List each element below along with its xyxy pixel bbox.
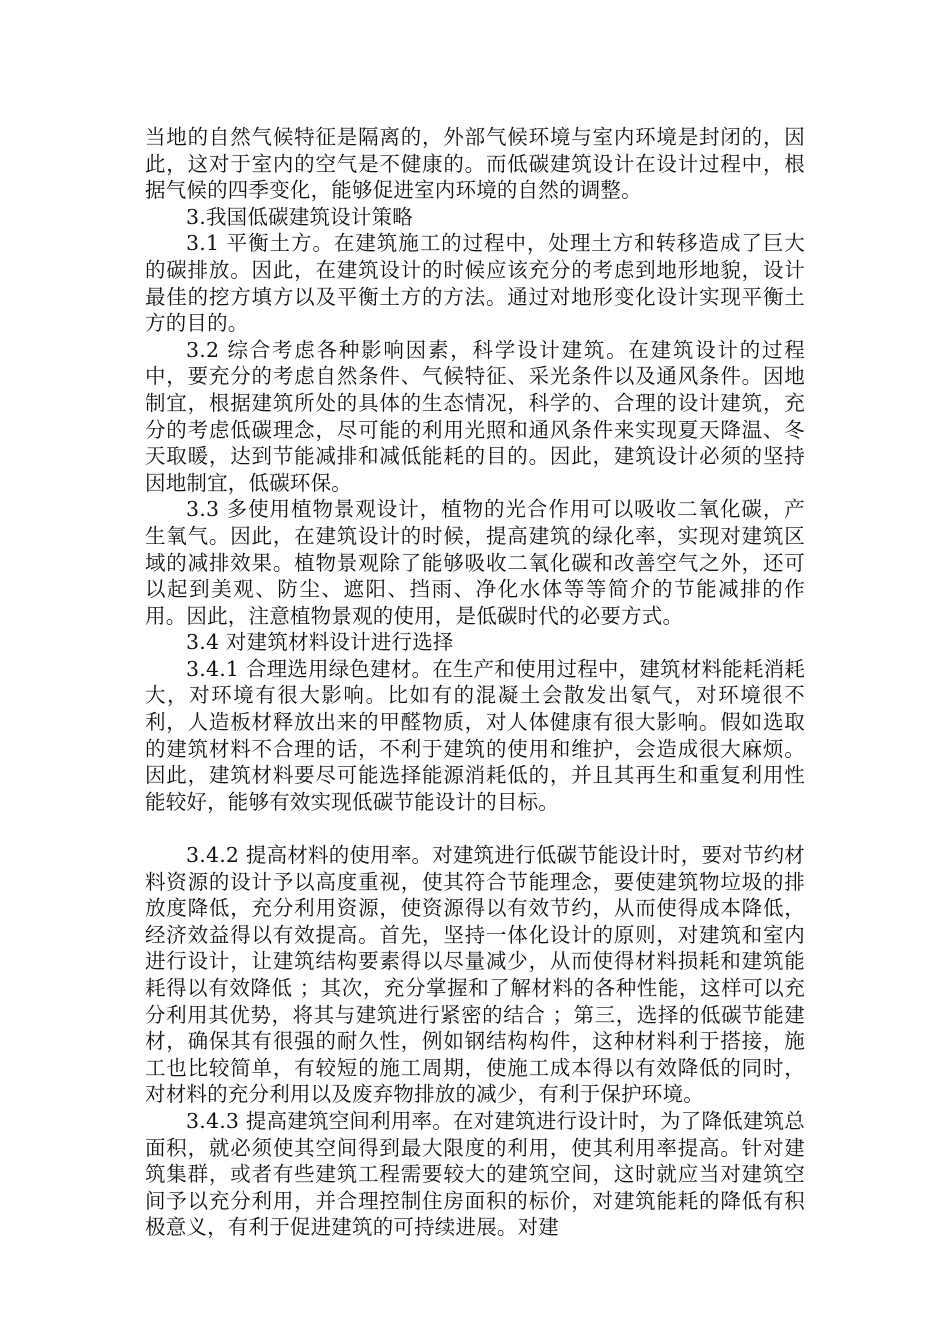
paragraph-gap [145, 815, 805, 842]
body-paragraph-3-4-3: 3.4.3 提高建筑空间利用率。在对建筑进行设计时，为了降低建筑总面积，就必须使其空间得到最大限度的利用，使其利用率提高。针对建筑集群，或者有些建筑工程需要较大的建筑空间，这时就应当对建筑空间予以充分利用，并合理控制住房面积的标价，对建筑能耗的降低有积极意义，有利于促进建筑的可持续进展。对建 [145, 1108, 805, 1240]
body-paragraph-3-1: 3.1 平衡土方。在建筑施工的过程中，处理土方和转移造成了巨大的碳排放。因此，在建筑设计的时候应该充分的考虑到地形地貌，设计最佳的挖方填方以及平衡土方的方法。通过对地形变化设计实现平衡土方的目的。 [145, 231, 805, 336]
section-heading-3-4: 3.4 对建筑材料设计进行选择 [186, 630, 454, 655]
body-paragraph-3-3: 3.3 多使用植物景观设计，植物的光合作用可以吸收二氧化碳，产生氧气。因此，在建筑设计的时候，提高建筑的绿化率，实现对建筑区域的减排效果。植物景观除了能够吸收二氧化碳和改善空气之外，还可以起到美观、防尘、遮阳、挡雨、净化水体等等简介的节能减排的作用。因此，注意植物景观的使用，是低碳时代的必要方式。 [145, 497, 805, 628]
body-paragraph-3-4-2: 3.4.2 提高材料的使用率。对建筑进行低碳节能设计时，要对节约材料资源的设计予以高度重视，使其符合节能理念，要使建筑物垃圾的排放度降低，充分利用资源，使资源得以有效节约，从而使得成本降低，经济效益得以有效提高。首先，坚持一体化设计的原则，对建筑和室内进行设计，让建筑结构要素得以尽量减少，从而使得材料损耗和建筑能耗得以有效降低 ；其次，充分掌握和了解材料的各种性能，这样可以充分利用其优势，将其与建筑进行紧密的结合 ；第三，选择的低碳节能建材，确保其有很强的耐久性，例如钢结构构件，这种材料利于搭接，施工也比较简单，有较短的施工周期，使施工成本得以有效降低的同时，对材料的充分利用以及废弃物排放的减少，有利于保护环境。 [145, 843, 805, 1107]
body-paragraph-climate: 当地的自然气候特征是隔离的，外部气候环境与室内环境是封闭的，因此，这对于室内的空气是不健康的。而低碳建筑设计在设计过程中，根据气候的四季变化，能够促进室内环境的自然的调整。 [145, 125, 805, 203]
document-page [145, 124, 805, 1241]
body-paragraph-3-2: 3.2 综合考虑各种影响因素，科学设计建筑。在建筑设计的过程中，要充分的考虑自然条件、气候特征、采光条件以及通风条件。因地制宜，根据建筑所处的具体的生态情况，科学的、合理的设计建筑，充分的考虑低碳理念，尽可能的利用光照和通风条件来实现夏天降温、冬天取暖，达到节能减排和减低能耗的目的。因此，建筑设计必须的坚持因地制宜，低碳环保。 [145, 337, 805, 495]
body-paragraph-3-4-1: 3.4.1 合理选用绿色建材。在生产和使用过程中，建筑材料能耗消耗大，对环境有很大影响。比如有的混凝土会散发出氡气，对环境很不利，人造板材释放出来的甲醛物质，对人体健康有很大影响。假如选取的建筑材料不合理的话，不利于建筑的使用和维护，会造成很大麻烦。因此，建筑材料要尽可能选择能源消耗低的，并且其再生和重复利用性能较好，能够有效实现低碳节能设计的目标。 [145, 656, 805, 814]
section-heading-3: 3.我国低碳建筑设计策略 [186, 204, 413, 229]
